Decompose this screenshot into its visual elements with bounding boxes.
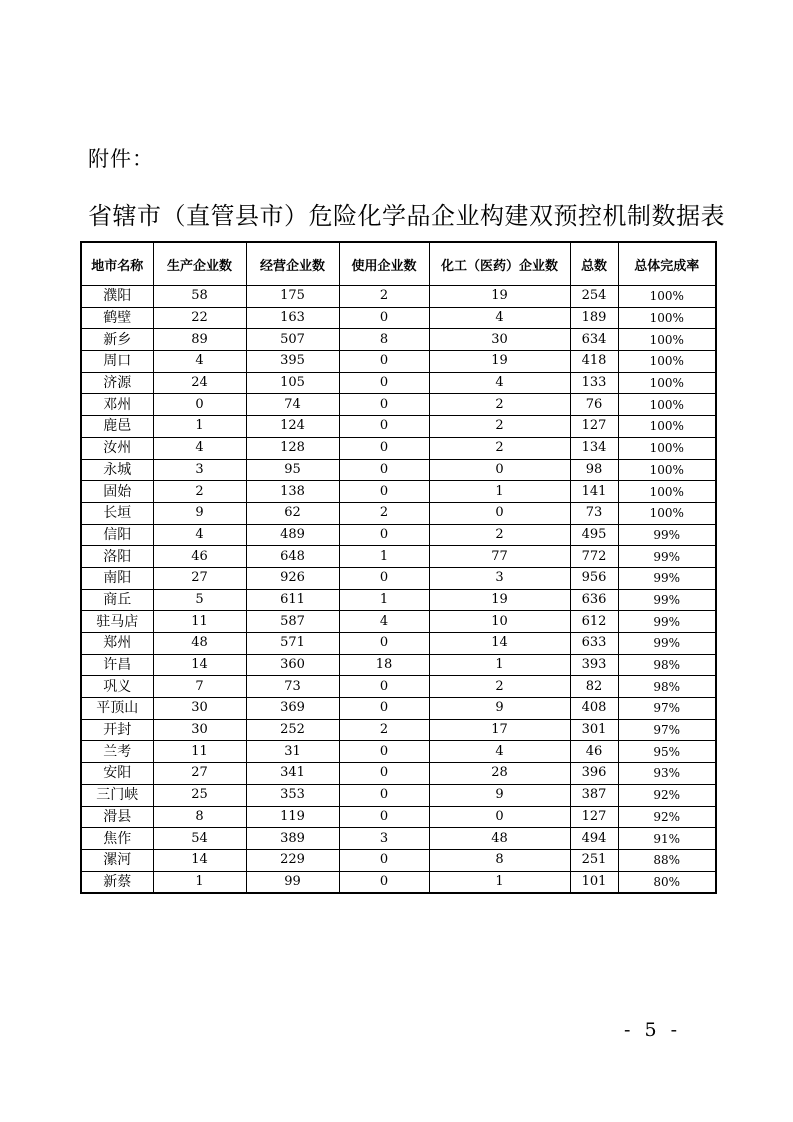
table-cell: 30 [153,698,246,720]
table-cell: 0 [339,524,429,546]
city-name-cell: 新蔡 [81,871,153,893]
table-cell: 0 [339,741,429,763]
column-header: 总数 [570,242,618,286]
table-cell: 1 [429,871,570,893]
table-row [81,784,716,806]
column-header: 总体完成率 [618,242,716,286]
completion-rate-cell: 93% [618,763,716,785]
table-cell: 127 [570,416,618,438]
table-cell: 0 [339,567,429,589]
table-row [81,871,716,893]
table-cell: 1 [339,546,429,568]
table-cell: 30 [153,719,246,741]
table-cell: 9 [429,698,570,720]
table-cell: 418 [570,351,618,373]
table-row [81,307,716,329]
table-header [81,242,716,286]
table-cell: 128 [246,437,339,459]
table-cell: 0 [339,307,429,329]
city-name-cell: 平顶山 [81,698,153,720]
table-cell: 2 [153,481,246,503]
table-row [81,437,716,459]
table-cell: 18 [339,654,429,676]
table-cell: 25 [153,784,246,806]
completion-rate-cell: 100% [618,481,716,503]
city-name-cell: 周口 [81,351,153,373]
table-cell: 133 [570,372,618,394]
table-cell: 3 [153,459,246,481]
table-cell: 0 [153,394,246,416]
table-cell: 360 [246,654,339,676]
table-cell: 3 [339,828,429,850]
table-row [81,828,716,850]
city-name-cell: 兰考 [81,741,153,763]
completion-rate-cell: 99% [618,546,716,568]
table-cell: 2 [339,719,429,741]
table-row [81,611,716,633]
table-cell: 19 [429,589,570,611]
table-cell: 89 [153,329,246,351]
city-name-cell: 汝州 [81,437,153,459]
table-cell: 62 [246,502,339,524]
completion-rate-cell: 98% [618,654,716,676]
completion-rate-cell: 100% [618,329,716,351]
city-name-cell: 焦作 [81,828,153,850]
table-cell: 2 [429,437,570,459]
completion-rate-cell: 80% [618,871,716,893]
table-cell: 489 [246,524,339,546]
table-cell: 175 [246,286,339,308]
city-name-cell: 三门峡 [81,784,153,806]
column-header: 经营企业数 [246,242,339,286]
city-name-cell: 洛阳 [81,546,153,568]
column-header: 地市名称 [81,242,153,286]
table-cell: 0 [339,676,429,698]
table-cell: 387 [570,784,618,806]
table-cell: 2 [429,676,570,698]
city-name-cell: 郑州 [81,633,153,655]
table-cell: 14 [153,849,246,871]
table-cell: 1 [153,871,246,893]
table-cell: 1 [153,416,246,438]
table-cell: 408 [570,698,618,720]
table-row [81,654,716,676]
table-cell: 17 [429,719,570,741]
city-name-cell: 许昌 [81,654,153,676]
table-row [81,849,716,871]
table-cell: 14 [429,633,570,655]
completion-rate-cell: 100% [618,351,716,373]
table-cell: 634 [570,329,618,351]
completion-rate-cell: 100% [618,437,716,459]
city-name-cell: 驻马店 [81,611,153,633]
table-cell: 4 [429,372,570,394]
table-row [81,719,716,741]
table-body [81,286,716,894]
city-name-cell: 新乡 [81,329,153,351]
table-row [81,589,716,611]
table-row [81,763,716,785]
table-cell: 1 [429,481,570,503]
table-cell: 31 [246,741,339,763]
table-cell: 0 [339,394,429,416]
table-row [81,286,716,308]
table-cell: 134 [570,437,618,459]
table-cell: 2 [429,394,570,416]
table-cell: 0 [339,871,429,893]
table-cell: 2 [339,502,429,524]
table-cell: 0 [339,784,429,806]
table-cell: 612 [570,611,618,633]
table-cell: 0 [339,633,429,655]
city-name-cell: 济源 [81,372,153,394]
table-cell: 127 [570,806,618,828]
table-cell: 27 [153,763,246,785]
table-cell: 3 [429,567,570,589]
table-cell: 19 [429,351,570,373]
table-cell: 0 [339,698,429,720]
table-cell: 648 [246,546,339,568]
table-cell: 0 [339,806,429,828]
table-cell: 28 [429,763,570,785]
table-cell: 396 [570,763,618,785]
table-cell: 353 [246,784,339,806]
table-cell: 5 [153,589,246,611]
table-cell: 76 [570,394,618,416]
table-cell: 163 [246,307,339,329]
city-name-cell: 永城 [81,459,153,481]
table-cell: 926 [246,567,339,589]
table-cell: 0 [339,459,429,481]
table-cell: 46 [153,546,246,568]
table-row [81,633,716,655]
table-cell: 2 [339,286,429,308]
city-name-cell: 商丘 [81,589,153,611]
city-name-cell: 长垣 [81,502,153,524]
table-cell: 4 [153,437,246,459]
table-cell: 46 [570,741,618,763]
completion-rate-cell: 88% [618,849,716,871]
completion-rate-cell: 92% [618,784,716,806]
table-cell: 30 [429,329,570,351]
table-cell: 9 [153,502,246,524]
table-cell: 252 [246,719,339,741]
city-name-cell: 邓州 [81,394,153,416]
table-row [81,698,716,720]
table-cell: 0 [339,416,429,438]
table-cell: 0 [429,459,570,481]
table-cell: 9 [429,784,570,806]
table-row [81,394,716,416]
table-cell: 0 [429,806,570,828]
table-cell: 48 [429,828,570,850]
table-cell: 956 [570,567,618,589]
table-cell: 229 [246,849,339,871]
table-cell: 571 [246,633,339,655]
completion-rate-cell: 100% [618,372,716,394]
page-number: - 5 - [624,1019,682,1041]
table-cell: 73 [570,502,618,524]
table-cell: 11 [153,741,246,763]
completion-rate-cell: 100% [618,502,716,524]
city-name-cell: 安阳 [81,763,153,785]
table-cell: 77 [429,546,570,568]
table-cell: 95 [246,459,339,481]
table-row [81,567,716,589]
completion-rate-cell: 92% [618,806,716,828]
table-cell: 2 [429,416,570,438]
table-cell: 254 [570,286,618,308]
completion-rate-cell: 100% [618,307,716,329]
table-cell: 251 [570,849,618,871]
table-cell: 4 [429,307,570,329]
completion-rate-cell: 99% [618,589,716,611]
table-row [81,416,716,438]
table-cell: 124 [246,416,339,438]
table-row [81,481,716,503]
table-cell: 99 [246,871,339,893]
table-cell: 22 [153,307,246,329]
table-cell: 301 [570,719,618,741]
data-table [80,241,717,894]
table-cell: 0 [339,481,429,503]
table-cell: 636 [570,589,618,611]
table-cell: 8 [153,806,246,828]
table-cell: 0 [339,763,429,785]
city-name-cell: 信阳 [81,524,153,546]
table-cell: 587 [246,611,339,633]
attachment-label: 附件： [88,147,154,171]
table-row [81,351,716,373]
table-cell: 58 [153,286,246,308]
document-title: 省辖市（直管县市）危险化学品企业构建双预控机制数据表 [88,202,725,230]
table-cell: 772 [570,546,618,568]
completion-rate-cell: 99% [618,633,716,655]
table-cell: 10 [429,611,570,633]
completion-rate-cell: 99% [618,611,716,633]
table-cell: 19 [429,286,570,308]
table-cell: 4 [153,351,246,373]
city-name-cell: 鹿邑 [81,416,153,438]
table-cell: 82 [570,676,618,698]
completion-rate-cell: 91% [618,828,716,850]
table-row [81,502,716,524]
completion-rate-cell: 100% [618,459,716,481]
table-cell: 138 [246,481,339,503]
city-name-cell: 南阳 [81,567,153,589]
table-cell: 119 [246,806,339,828]
completion-rate-cell: 100% [618,394,716,416]
table-cell: 74 [246,394,339,416]
table-row [81,741,716,763]
table-cell: 495 [570,524,618,546]
table-cell: 189 [570,307,618,329]
table-cell: 0 [339,437,429,459]
column-header: 生产企业数 [153,242,246,286]
table-cell: 0 [339,849,429,871]
table-cell: 7 [153,676,246,698]
table-row [81,676,716,698]
table-cell: 341 [246,763,339,785]
table-cell: 1 [339,589,429,611]
table-cell: 0 [339,372,429,394]
table-cell: 4 [153,524,246,546]
table-cell: 24 [153,372,246,394]
table-cell: 4 [429,741,570,763]
table-cell: 369 [246,698,339,720]
table-cell: 141 [570,481,618,503]
completion-rate-cell: 98% [618,676,716,698]
table-cell: 105 [246,372,339,394]
completion-rate-cell: 95% [618,741,716,763]
table-cell: 4 [339,611,429,633]
column-header: 使用企业数 [339,242,429,286]
city-name-cell: 濮阳 [81,286,153,308]
table-cell: 54 [153,828,246,850]
table-cell: 494 [570,828,618,850]
table-row [81,546,716,568]
table-cell: 633 [570,633,618,655]
city-name-cell: 开封 [81,719,153,741]
city-name-cell: 鹤壁 [81,307,153,329]
completion-rate-cell: 99% [618,567,716,589]
completion-rate-cell: 97% [618,698,716,720]
completion-rate-cell: 97% [618,719,716,741]
table-cell: 0 [429,502,570,524]
table-row [81,806,716,828]
completion-rate-cell: 100% [618,416,716,438]
table-cell: 2 [429,524,570,546]
city-name-cell: 滑县 [81,806,153,828]
table-row [81,329,716,351]
table-cell: 0 [339,351,429,373]
table-cell: 14 [153,654,246,676]
table-cell: 1 [429,654,570,676]
completion-rate-cell: 100% [618,286,716,308]
table-cell: 393 [570,654,618,676]
table-cell: 48 [153,633,246,655]
city-name-cell: 巩义 [81,676,153,698]
table-cell: 611 [246,589,339,611]
completion-rate-cell: 99% [618,524,716,546]
table-row [81,372,716,394]
table-cell: 395 [246,351,339,373]
table-cell: 73 [246,676,339,698]
column-header: 化工（医药）企业数 [429,242,570,286]
table-cell: 101 [570,871,618,893]
table-cell: 98 [570,459,618,481]
table-cell: 11 [153,611,246,633]
city-name-cell: 固始 [81,481,153,503]
table-cell: 507 [246,329,339,351]
table-cell: 389 [246,828,339,850]
table-cell: 8 [429,849,570,871]
table-row [81,524,716,546]
table-header-row [81,242,716,286]
table-cell: 27 [153,567,246,589]
city-name-cell: 漯河 [81,849,153,871]
table-cell: 8 [339,329,429,351]
table-row [81,459,716,481]
